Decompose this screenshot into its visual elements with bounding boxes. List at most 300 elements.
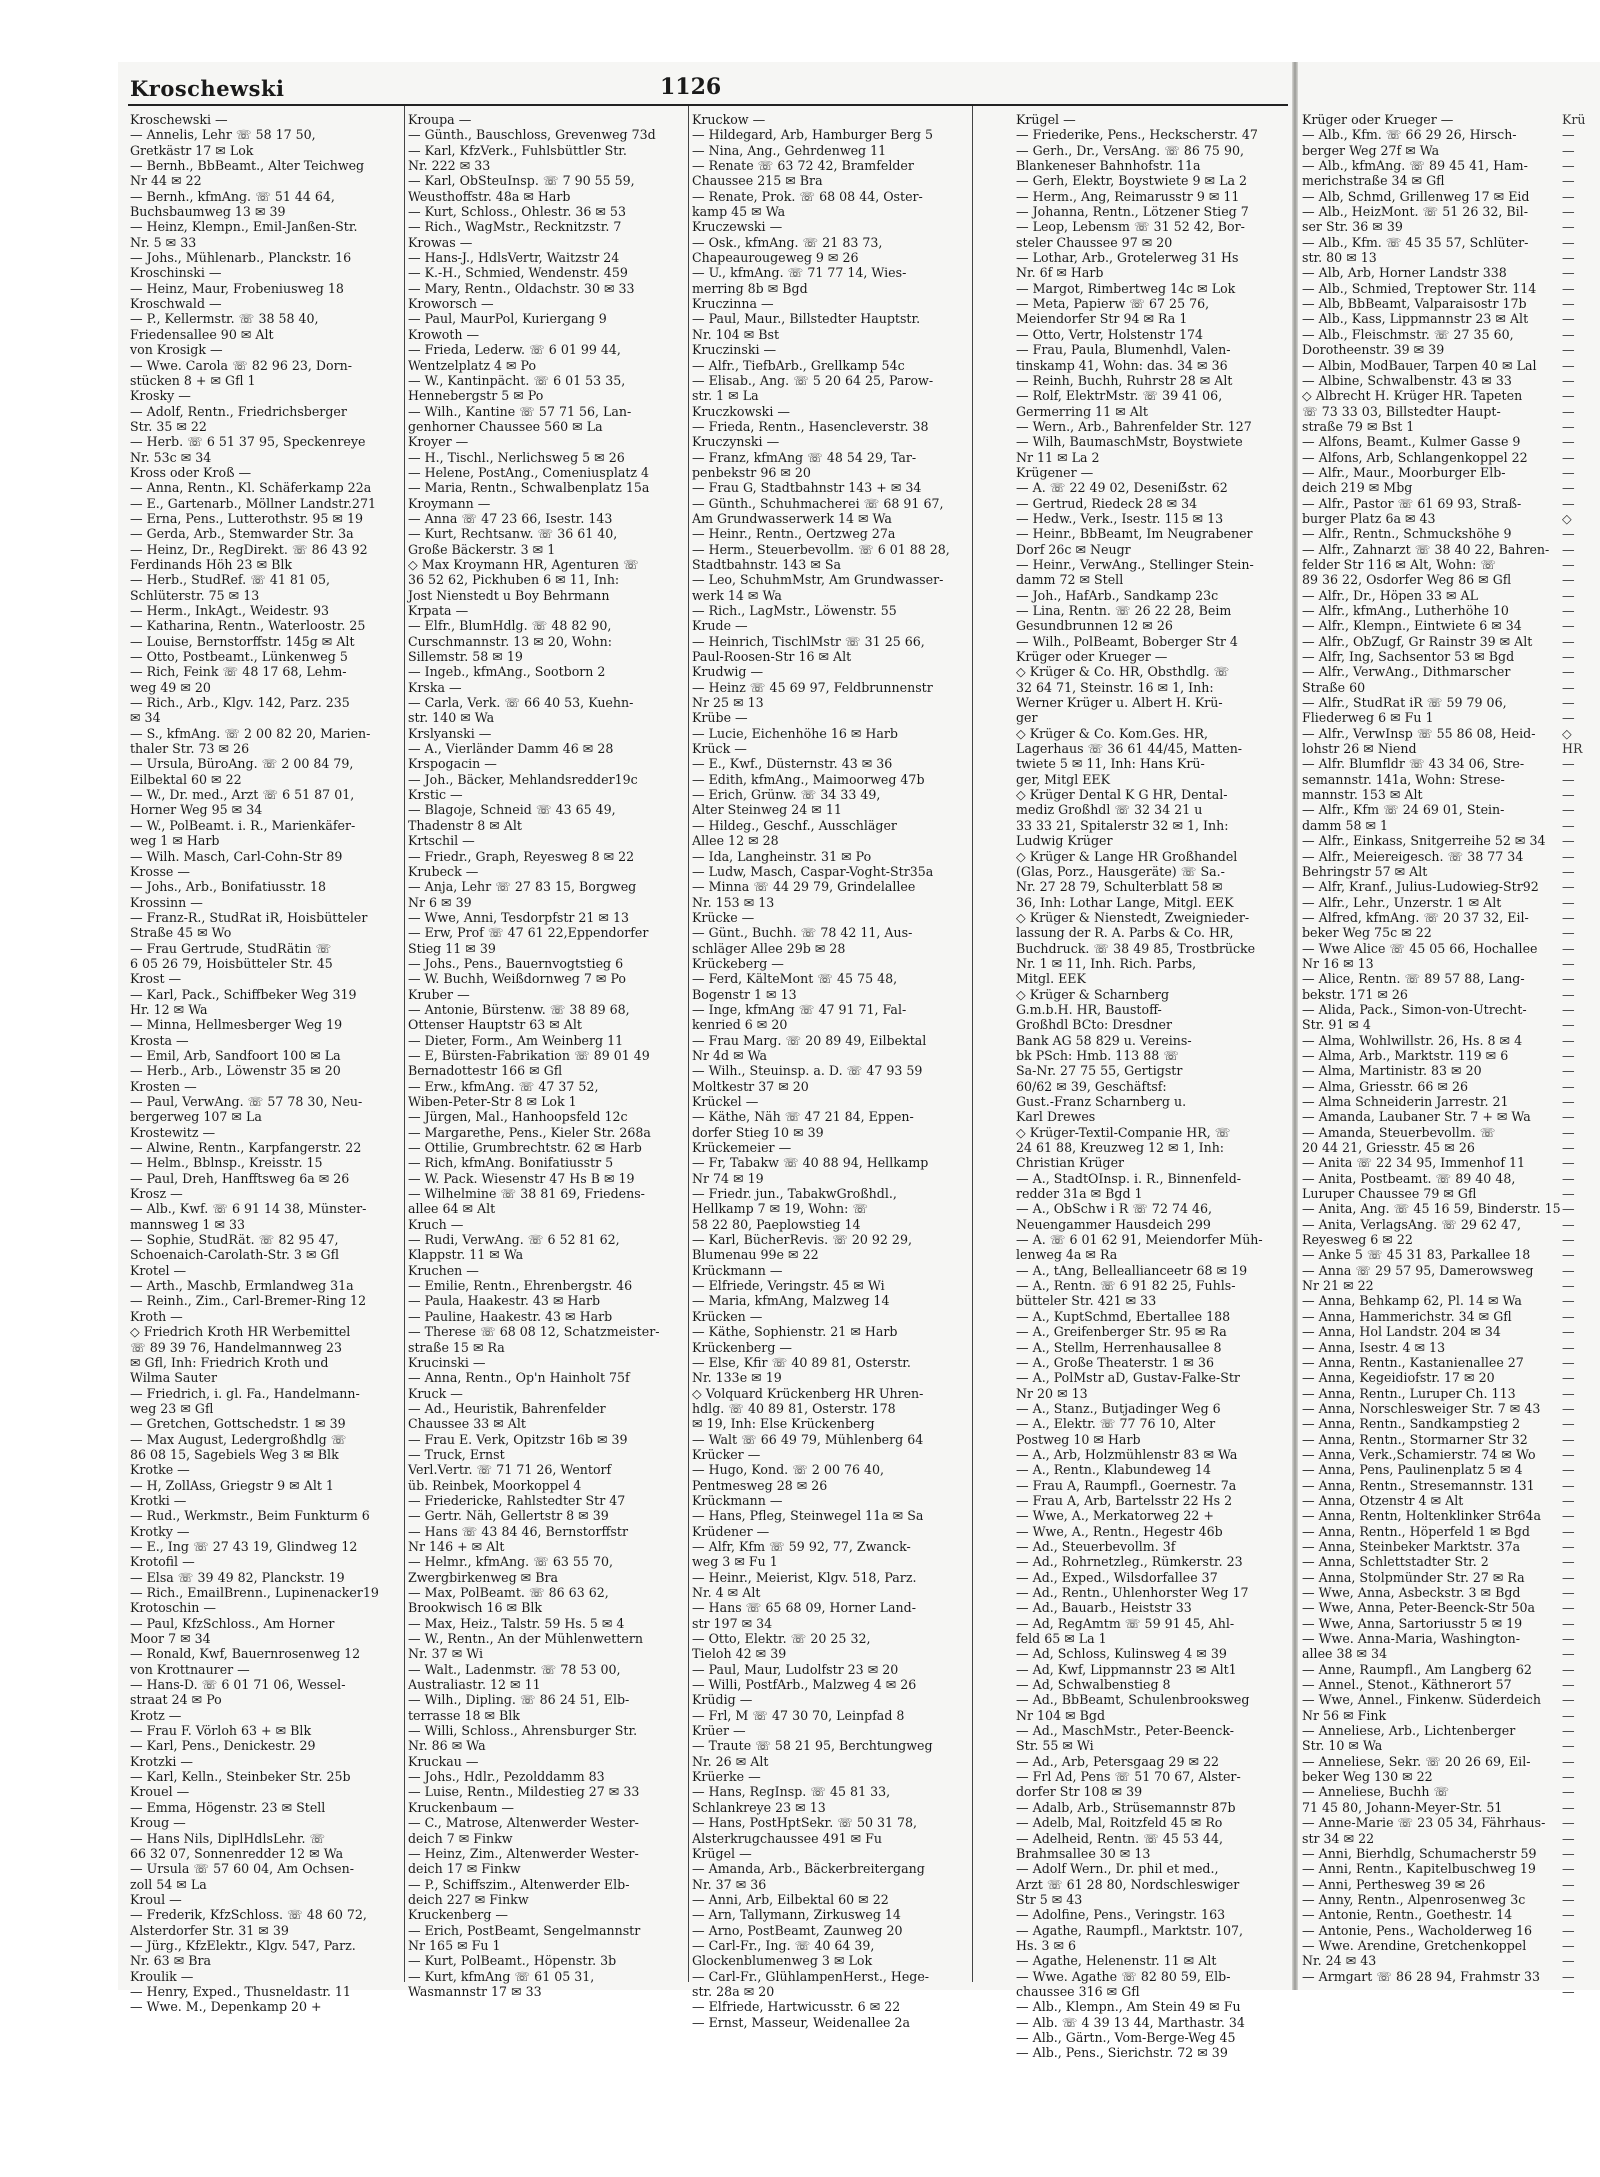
edge-line: — (1562, 1431, 1575, 1447)
listing-line: Nr 16 ✉ 13 (1302, 955, 1374, 971)
listing-line: bekstr. 171 ✉ 26 (1302, 986, 1408, 1002)
listing-line: ◇ Krüger & Co. HR, Obsthdlg. ☏ (1016, 664, 1230, 680)
surname-heading: Krück — (692, 741, 747, 757)
listing-line: deich 227 ✉ Finkw (408, 1891, 529, 1907)
listing-line: — Karl, BücherRevis. ☏ 20 92 29, (692, 1232, 912, 1248)
listing-line: — Franz-R., StudRat iR, Hoisbütteler (130, 909, 368, 925)
listing-line: — Friedericke, Rahlstedter Str 47 (408, 1492, 626, 1508)
listing-line: — Anita ☏ 22 34 95, Immenhof 11 (1302, 1155, 1526, 1171)
edge-line: — (1562, 250, 1575, 266)
listing-line: — A., KuptSchmd, Ebertallee 188 (1016, 1308, 1231, 1324)
listing-line: — Anni, Arb, Eilbektal 60 ✉ 22 (692, 1891, 889, 1907)
listing-line: Brahmsallee 30 ✉ 13 (1016, 1845, 1151, 1861)
listing-line: — Louise, Bernstorffstr. 145g ✉ Alt (130, 633, 355, 649)
listing-line: — Rudi, VerwAng. ☏ 6 52 81 62, (408, 1232, 620, 1248)
listing-line: — Alb., Kfm. ☏ 45 35 57, Schlüter- (1302, 234, 1529, 250)
listing-line: — Johs., Pens., Bauernvogtstieg 6 (408, 955, 624, 971)
listing-line: — Frieda, Lederw. ☏ 6 01 99 44, (408, 342, 621, 358)
edge-line: — (1562, 1186, 1575, 1202)
listing-line: Str. 35 ✉ 22 (130, 418, 207, 434)
listing-line: — Friederike, Pens., Heckscherstr. 47 (1016, 127, 1258, 143)
listing-line: — Carl-Fr., GlühlampenHerst., Hege- (692, 1968, 930, 1984)
listing-line: Nr. 24 ✉ 43 (1302, 1953, 1377, 1969)
listing-line: Fliederweg 6 ✉ Fu 1 (1302, 710, 1434, 726)
listing-line: merichstraße 34 ✉ Gfl (1302, 173, 1445, 189)
listing-line: — Johs., Mühlenarb., Planckstr. 16 (130, 250, 352, 266)
edge-line: — (1562, 909, 1575, 925)
listing-line: — Alfr., VerwInsp ☏ 55 86 08, Heid- (1302, 725, 1536, 741)
surname-heading: Kruczynski — (692, 434, 780, 450)
edge-line: — (1562, 833, 1575, 849)
surname-heading: Kruber — (408, 986, 470, 1002)
edge-line: — (1562, 280, 1575, 296)
surname-heading: Krtschil — (408, 833, 475, 849)
listing-line: Verl.Vertr. ☏ 71 71 26, Wentorf (408, 1462, 612, 1478)
listing-line: Str 5 ✉ 43 (1016, 1891, 1083, 1907)
listing-line: — Alfr, Ing, Sachsentor 53 ✉ Bgd (1302, 649, 1515, 665)
surname-heading: Krpata — (408, 603, 469, 618)
listing-line: — Emilie, Rentn., Ehrenbergstr. 46 (408, 1278, 633, 1294)
listing-line: mannstr. 153 ✉ Alt (1302, 787, 1423, 803)
listing-line: — Kurt, kfmAng ☏ 61 05 31, (408, 1968, 595, 1984)
listing-line: — Friedr., Graph, Reyesweg 8 ✉ 22 (408, 848, 635, 864)
listing-line: — Walt., Ladenmstr. ☏ 78 53 00, (408, 1661, 621, 1677)
listing-line: — Ida, Langheinstr. 31 ✉ Po (692, 848, 872, 864)
listing-line: Nr 56 ✉ Fink (1302, 1707, 1387, 1723)
listing-line: Nr. 6f ✉ Harb (1016, 265, 1104, 281)
listing-line: — Osk., kfmAng. ☏ 21 83 73, (692, 234, 883, 250)
listing-line: bütteler Str. 421 ✉ 33 (1016, 1293, 1157, 1309)
directory-column-3 (692, 112, 968, 2030)
listing-line: — Anne-Marie ☏ 23 05 34, Fährhaus- (1302, 1815, 1546, 1831)
listing-line: Dorotheenstr. 39 ✉ 39 (1302, 342, 1445, 358)
listing-line: — Willi, PostfArb., Malzweg 4 ✉ 26 (692, 1677, 917, 1693)
listing-line: Alsterkrugchaussee 491 ✉ Fu (692, 1830, 883, 1846)
listing-line: str. 80 ✉ 13 (1302, 250, 1377, 266)
listing-line: — Inge, kfmAng ☏ 47 91 71, Fal- (692, 1001, 907, 1017)
listing-line: — Gerh., Dr., VersAng. ☏ 86 75 90, (1016, 142, 1244, 158)
listing-line: — W., Kantinpächt. ☏ 6 01 53 35, (408, 372, 626, 388)
surname-heading: Kroul — (130, 1891, 182, 1907)
listing-line: — Minna, Hellmesberger Weg 19 (130, 1017, 343, 1033)
listing-line: — H, ZollAss, Griegstr 9 ✉ Alt 1 (130, 1477, 334, 1493)
listing-line: — Erich, Grünw. ☏ 34 33 49, (692, 787, 881, 803)
surname-heading: Krücke — (692, 909, 755, 925)
listing-line: — Jürg., KfzElektr., Klgv. 547, Parz. (130, 1937, 356, 1953)
listing-line: Paul-Roosen-Str 16 ✉ Alt (692, 649, 852, 665)
surname-heading: Kroschinski — (130, 265, 222, 281)
listing-line: — Günth., Schuhmacherei ☏ 68 91 67, (692, 495, 944, 511)
listing-line: — Heinr., Rentn., Oertzweg 27a (692, 526, 896, 542)
surname-heading: Krstic — (408, 787, 463, 803)
header-rule (128, 104, 1288, 106)
listing-line: — Annel., Stenot., Käthnerort 57 (1302, 1677, 1512, 1693)
next-page-edge-column (1562, 112, 1598, 1999)
listing-line: — Kurt, Rechtsanw. ☏ 36 61 40, (408, 526, 618, 542)
listing-line: twiete 5 ✉ 11, Inh: Hans Krü- (1016, 756, 1205, 772)
edge-line: — (1562, 1569, 1575, 1585)
listing-line: Nr. 37 ✉ 36 (692, 1876, 767, 1892)
listing-line: Horner Weg 95 ✉ 34 (130, 802, 263, 818)
listing-line: — Leo, SchuhmMstr, Am Grundwasser- (692, 572, 944, 588)
edge-line: — (1562, 1339, 1575, 1355)
surname-heading: Krotke — (130, 1462, 190, 1478)
listing-line: — Ad., Heuristik, Bahrenfelder (408, 1400, 606, 1416)
listing-line: Brookwisch 16 ✉ Blk (408, 1600, 543, 1616)
surname-heading: Kruczewski — (692, 219, 783, 235)
surname-heading: Krslyanski — (408, 725, 492, 741)
listing-line: — Margot, Rimbertweg 14c ✉ Lok (1016, 280, 1236, 296)
listing-line: Weusthoffstr. 48a ✉ Harb (408, 188, 571, 204)
listing-line: — Ad., MaschMstr., Peter-Beenck- (1016, 1723, 1234, 1739)
listing-line: Nr. 27 28 79, Schulterblatt 58 ✉ (1016, 879, 1223, 895)
listing-line: — Wwe Alice ☏ 45 05 66, Hochallee (1302, 940, 1538, 956)
listing-line: ger, Mitgl EEK (1016, 771, 1111, 787)
edge-line: — (1562, 1646, 1575, 1662)
listing-line: 24 61 88, Kreuzweg 12 ✉ 1, Inh: (1016, 1140, 1225, 1156)
listing-line: Nr. 63 ✉ Bra (130, 1953, 212, 1969)
listing-line: Luruper Chaussee 79 ✉ Gfl (1302, 1186, 1477, 1202)
surname-heading: Krost — (130, 971, 182, 987)
listing-line: — Alfr., Zahnarzt ☏ 38 40 22, Bahren- (1302, 541, 1550, 557)
listing-line: — Wern., Arb., Bahrenfelder Str. 127 (1016, 418, 1252, 434)
listing-line: beker Weg 75c ✉ 22 (1302, 925, 1432, 941)
surname-heading: Kruczinna — (692, 296, 774, 312)
listing-line: Str. 91 ✉ 4 (1302, 1017, 1371, 1033)
listing-line: Karl Drewes (1016, 1109, 1096, 1125)
listing-line: üb. Reinbek, Moorkoppel 4 (408, 1477, 582, 1493)
listing-line: — Alb., Schmied, Treptower Str. 114 (1302, 280, 1537, 296)
listing-line: — Ad, Schloss, Kulinsweg 4 ✉ 39 (1016, 1646, 1227, 1662)
directory-column-5 (1302, 112, 1578, 1982)
listing-line: — Heinz ☏ 45 69 97, Feldbrunnenstr (692, 679, 933, 695)
edge-line: — (1562, 311, 1575, 327)
surname-heading: von Krosigk — (130, 342, 223, 358)
listing-line: — Hans ☏ 65 68 09, Horner Land- (692, 1600, 916, 1616)
listing-line: 32 64 71, Steinstr. 16 ✉ 1, Inh: (1016, 679, 1214, 695)
listing-line: straße 15 ✉ Ra (408, 1339, 505, 1355)
listing-line: thaler Str. 73 ✉ 26 (130, 741, 250, 757)
edge-line: — (1562, 1922, 1575, 1938)
edge-line: — (1562, 1508, 1575, 1524)
surname-heading: Krosten — (130, 1078, 197, 1094)
edge-line: — (1562, 1769, 1575, 1785)
edge-line: — (1562, 710, 1575, 726)
listing-line: — Anna, Rentn., Stresemannstr. 131 (1302, 1477, 1535, 1493)
listing-line: mediz Großhdl ☏ 32 34 21 u (1016, 802, 1203, 818)
listing-line: — Renate, Prok. ☏ 68 08 44, Oster- (692, 188, 923, 204)
edge-line: — (1562, 234, 1575, 250)
edge-line: — (1562, 1140, 1575, 1156)
edge-line: — (1562, 1201, 1575, 1217)
surname-heading: Kruck — (408, 1385, 463, 1401)
listing-line: — Anna, Rentn., Op'n Hainholt 75f (408, 1370, 630, 1386)
listing-line: Ferdinands Höh 23 ✉ Blk (130, 556, 293, 572)
listing-line: — Anna, Steinbeker Marktstr. 37a (1302, 1538, 1521, 1554)
listing-line: — Rud., Werkmstr., Beim Funkturm 6 (130, 1508, 370, 1524)
edge-line: — (1562, 1784, 1575, 1800)
listing-line: Nr. 153 ✉ 13 (692, 894, 775, 910)
listing-line: — Amanda, Steuerbevollm. ☏ (1302, 1124, 1496, 1140)
listing-line: — Bernh., kfmAng. ☏ 51 44 64, (130, 188, 335, 204)
listing-line: — Carla, Verk. ☏ 66 40 53, Kuehn- (408, 695, 634, 711)
listing-line: — Otto, Vertr, Holstenstr 174 (1016, 326, 1204, 342)
listing-line: 20 44 21, Griesstr. 45 ✉ 26 (1302, 1140, 1475, 1156)
listing-line: — Ad., Arb, Petersgaag 29 ✉ 22 (1016, 1753, 1220, 1769)
listing-line: — Alfr., Meiereigesch. ☏ 38 77 34 (1302, 848, 1524, 864)
edge-line: — (1562, 1262, 1575, 1278)
listing-line: Straße 60 (1302, 679, 1366, 695)
listing-line: — Käthe, Sophienstr. 21 ✉ Harb (692, 1324, 898, 1340)
listing-line: Lagerhaus ☏ 36 61 44/45, Matten- (1016, 741, 1243, 757)
listing-line: — E, Bürsten-Fabrikation ☏ 89 01 49 (408, 1047, 650, 1063)
listing-line: ☏ 89 39 76, Handelmannweg 23 (130, 1339, 342, 1355)
listing-line: Moltkestr 37 ✉ 20 (692, 1078, 809, 1094)
listing-line: — Wwe. Carola ☏ 82 96 23, Dorn- (130, 357, 352, 373)
listing-line: — Ferd, KälteMont ☏ 45 75 48, (692, 971, 898, 987)
edge-line: — (1562, 1753, 1575, 1769)
surname-heading: Kroug — (130, 1815, 186, 1831)
listing-line: — Otto, Elektr. ☏ 20 25 32, (692, 1631, 871, 1647)
listing-line: Nr. 133e ✉ 19 (692, 1370, 782, 1386)
listing-line: Blankeneser Bahnhofstr. 11a (1016, 158, 1201, 174)
listing-line: — Anni, Perthesweg 39 ✉ 26 (1302, 1876, 1486, 1892)
listing-line: — Alfr, Kranf., Julius-Ludowieg-Str92 (1302, 879, 1539, 895)
listing-line: ✉ 34 (130, 710, 161, 726)
listing-line: — Frau E. Verk, Opitzstr 16b ✉ 39 (408, 1431, 628, 1447)
listing-line: — Lothar, Arb., Grotelerweg 31 Hs (1016, 250, 1239, 266)
edge-line: — (1562, 219, 1575, 235)
listing-line: — Wilhelmine ☏ 38 81 69, Friedens- (408, 1186, 645, 1202)
listing-line: — Armgart ☏ 86 28 94, Frahmstr 33 (1302, 1968, 1541, 1984)
surname-heading: Kroymann — (408, 495, 491, 511)
listing-line: — Ad, RegAmtm ☏ 59 91 45, Ahl- (1016, 1615, 1235, 1631)
edge-line: — (1562, 158, 1575, 174)
listing-line: — Elfriede, Hartwicusstr. 6 ✉ 22 (692, 1999, 901, 2015)
listing-line: — Paul, Maur, Ludolfstr 23 ✉ 20 (692, 1661, 899, 1677)
listing-line: — Lucie, Eichenhöhe 16 ✉ Harb (692, 725, 898, 741)
listing-line: — Herb. ☏ 6 51 37 95, Speckenreye (130, 434, 366, 450)
listing-line: kenried 6 ✉ 20 (692, 1017, 788, 1033)
listing-line: — Wwe, Anna, Peter-Beenck-Str 50a (1302, 1600, 1535, 1616)
listing-line: Christian Krüger (1016, 1155, 1125, 1171)
surname-heading: Kroschewski — (130, 112, 228, 127)
listing-line: — Johs., Arb., Bonifatiusstr. 18 (130, 879, 326, 895)
listing-line: — Gertrud, Riedeck 28 ✉ 34 (1016, 495, 1198, 511)
edge-line: — (1562, 357, 1575, 373)
surname-heading: Kruch — (408, 1216, 464, 1232)
listing-line: — Wwe, A., Merkatorweg 22 + (1016, 1508, 1214, 1524)
listing-line: — W., Dr. med., Arzt ☏ 6 51 87 01, (130, 787, 355, 803)
listing-line: — Alb., Kfm. ☏ 66 29 26, Hirsch- (1302, 127, 1517, 143)
edge-line: — (1562, 1400, 1575, 1416)
listing-line: Sillemstr. 58 ✉ 19 (408, 649, 523, 665)
listing-line: — Rolf, ElektrMstr. ☏ 39 41 06, (1016, 388, 1223, 404)
listing-line: — Hans, Pfleg, Steinwegel 11a ✉ Sa (692, 1508, 924, 1524)
listing-line: — Adolf, Rentn., Friedrichsberger (130, 403, 347, 419)
listing-line: Ottenser Hauptstr 63 ✉ Alt (408, 1017, 582, 1033)
surname-heading: Krückenberg — (692, 1339, 792, 1355)
surname-heading: Krückemeier — (692, 1140, 792, 1156)
listing-line: Tieloh 42 ✉ 39 (692, 1646, 787, 1662)
listing-line: straße 79 ✉ Bst 1 (1302, 418, 1415, 434)
listing-line: Reyesweg 6 ✉ 22 (1302, 1232, 1413, 1248)
listing-line: — Antonie, Pens., Wacholderweg 16 (1302, 1922, 1532, 1938)
listing-line: — A., Vierländer Damm 46 ✉ 28 (408, 741, 614, 757)
listing-line: — C., Matrose, Altenwerder Wester- (408, 1815, 639, 1831)
listing-line: ◇ Krüger & Nienstedt, Zweignieder- (1016, 909, 1250, 925)
column-divider (972, 106, 973, 1982)
edge-line: — (1562, 1937, 1575, 1953)
listing-line: — Johanna, Rentn., Lötzener Stieg 7 (1016, 204, 1249, 220)
listing-line: steler Chaussee 97 ✉ 20 (1016, 234, 1173, 250)
listing-line: — Alb., Pens., Sierichstr. 72 ✉ 39 (1016, 2045, 1228, 2061)
directory-column-1 (130, 112, 402, 2015)
listing-line: — Anja, Lehr ☏ 27 83 15, Borgweg (408, 879, 637, 895)
page-header (130, 70, 1280, 104)
listing-line: — Maria, kfmAng, Malzweg 14 (692, 1293, 890, 1309)
surname-heading: Kroyer — (408, 434, 469, 450)
listing-line: — Gertr. Näh, Gellertstr 8 ✉ 39 (408, 1508, 609, 1524)
listing-line: — Agathe, Helenenstr. 11 ✉ Alt (1016, 1953, 1217, 1969)
listing-line: — Heinr., Meierist, Klgv. 518, Parz. (692, 1569, 917, 1585)
listing-line: — Wwe, Anna, Sartoriusstr 5 ✉ 19 (1302, 1615, 1523, 1631)
listing-line: — Gretchen, Gottschedstr. 1 ✉ 39 (130, 1416, 346, 1432)
edge-line: — (1562, 418, 1575, 434)
listing-line: — Rich., Arb., Klgv. 142, Parz. 235 (130, 695, 350, 711)
surname-heading: Krosz — (130, 1186, 183, 1202)
edge-line: — (1562, 1232, 1575, 1248)
listing-line: — Alma Schneiderin Jarrestr. 21 (1302, 1094, 1509, 1109)
listing-line: zoll 54 ✉ La (130, 1876, 207, 1892)
listing-line: Nr 74 ✉ 19 (692, 1170, 764, 1186)
listing-line: — Alb., HeizMont. ☏ 51 26 32, Bil- (1302, 204, 1528, 220)
edge-line: — (1562, 541, 1575, 557)
listing-line: — Franz, kfmAng ☏ 48 54 29, Tar- (692, 449, 917, 465)
listing-line: — P., Schiffszim., Altenwerder Elb- (408, 1876, 630, 1892)
listing-line: — A., Stellm, Herrenhausallee 8 (1016, 1339, 1222, 1355)
listing-line: — Wwe, Anni, Tesdorpfstr 21 ✉ 13 (408, 909, 630, 925)
edge-line: — (1562, 1324, 1575, 1340)
listing-line: — Hedw., Verk., Isestr. 115 ✉ 13 (1016, 510, 1224, 526)
listing-line: — Frl Ad, Pens ☏ 51 70 67, Alster- (1016, 1769, 1241, 1785)
edge-line: — (1562, 1983, 1575, 1999)
listing-line: — Anna, Behkamp 62, Pl. 14 ✉ Wa (1302, 1293, 1522, 1309)
edge-line: — (1562, 1661, 1575, 1677)
listing-line: — Carl-Fr., Ing. ☏ 40 64 39, (692, 1937, 875, 1953)
listing-line: Nr 44 ✉ 22 (130, 173, 202, 189)
listing-line: weg 49 ✉ 20 (130, 679, 211, 695)
listing-line: Chaussee 33 ✉ Alt (408, 1416, 526, 1432)
listing-line: — Reinh, Buchh, Ruhrstr 28 ✉ Alt (1016, 372, 1233, 388)
edge-line: — (1562, 1492, 1575, 1508)
listing-line: — Therese ☏ 68 08 12, Schatzmeister- (408, 1324, 660, 1340)
listing-line: — Fr, Tabakw ☏ 40 88 94, Hellkamp (692, 1155, 929, 1171)
listing-line: — Ernst, Masseur, Weidenallee 2a (692, 2014, 911, 2030)
edge-line: — (1562, 633, 1575, 649)
listing-line: 36 52 62, Pickhuben 6 ✉ 11, Inh: (408, 572, 620, 588)
edge-line: — (1562, 1876, 1575, 1892)
listing-line: — Rich, kfmAng. Bonifatiusstr 5 (408, 1155, 614, 1171)
listing-line: — Hans-J., HdlsVertr, Waitzstr 24 (408, 250, 620, 266)
listing-line: — Anna, Rentn., Stormarner Str 32 (1302, 1431, 1528, 1447)
edge-line: — (1562, 449, 1575, 465)
listing-line: tinskamp 41, Wohn: das. 34 ✉ 36 (1016, 357, 1228, 373)
listing-line: — Wilh. Masch, Carl-Cohn-Str 89 (130, 848, 343, 864)
listing-line: weg 23 ✉ Gfl (130, 1400, 214, 1416)
listing-line: — Luise, Rentn., Mildestieg 27 ✉ 33 (408, 1784, 640, 1800)
surname-heading: Krude — (692, 618, 748, 634)
listing-line: — Erw, Prof ☏ 47 61 22,Eppendorfer (408, 925, 649, 941)
surname-heading: Krügel — (1016, 112, 1076, 127)
listing-line: — U., kfmAng. ☏ 71 77 14, Wies- (692, 265, 907, 281)
listing-line: Nr 4d ✉ Wa (692, 1047, 768, 1063)
listing-line: (Glas, Porz., Hausgeräte) ☏ Sa.- (1016, 863, 1225, 879)
listing-line: berger Weg 27f ✉ Wa (1302, 142, 1440, 158)
edge-line: — (1562, 1063, 1575, 1079)
surname-heading: Krüdig — (692, 1692, 753, 1708)
listing-line: — H., Tischl., Nerlichsweg 5 ✉ 26 (408, 449, 625, 465)
listing-line: Hellkamp 7 ✉ 19, Wohn: ☏ (692, 1201, 869, 1217)
listing-line: — Käthe, Näh ☏ 47 21 84, Eppen- (692, 1109, 914, 1125)
listing-line: — Anna, Verk.,Schamierstr. 74 ✉ Wo (1302, 1446, 1536, 1462)
edge-line: — (1562, 603, 1575, 618)
listing-line: Alter Steinweg 24 ✉ 11 (692, 802, 842, 818)
listing-line: deich 219 ✉ Mbg (1302, 480, 1413, 496)
listing-line: — A., ObSchw i R ☏ 72 74 46, (1016, 1201, 1213, 1217)
surname-heading: Krückeberg — (692, 955, 784, 971)
listing-line: — Antonie, Rentn., Goethestr. 14 (1302, 1907, 1513, 1923)
listing-line: — Katharina, Rentn., Waterloostr. 25 (130, 618, 366, 634)
listing-line: — Paul, MaurPol, Kuriergang 9 (408, 311, 607, 327)
surname-heading: Krüerke — (692, 1769, 761, 1785)
listing-line: — A., Große Theaterstr. 1 ✉ 36 (1016, 1354, 1215, 1370)
listing-line: — Wwe. Anna-Maria, Washington- (1302, 1631, 1520, 1647)
listing-line: Sa-Nr. 27 75 55, Gertigstr (1016, 1063, 1183, 1079)
listing-line: — Emma, Högenstr. 23 ✉ Stell (130, 1799, 326, 1815)
listing-line: hdlg. ☏ 40 89 81, Osterstr. 178 (692, 1400, 896, 1416)
listing-line: — Alfr., Rentn., Schmuckshöhe 9 (1302, 526, 1512, 542)
edge-line: — (1562, 403, 1575, 419)
listing-line: — Else, Kfir ☏ 40 89 81, Osterstr. (692, 1354, 911, 1370)
listing-line: straat 24 ✉ Po (130, 1692, 222, 1708)
listing-line: 86 08 15, Sagebiels Weg 3 ✉ Blk (130, 1446, 339, 1462)
listing-line: — Arno, PostBeamt, Zaunweg 20 (692, 1922, 903, 1938)
edge-line: — (1562, 1631, 1575, 1647)
listing-line: — Max, PolBeamt. ☏ 86 63 62, (408, 1585, 609, 1600)
listing-line: — Alb., kfmAng. ☏ 89 45 41, Ham- (1302, 158, 1528, 174)
listing-line: ◇ Krüger-Textil-Companie HR, ☏ (1016, 1124, 1231, 1140)
listing-line: — A., StadtOInsp. i. R., Binnenfeld- (1016, 1170, 1242, 1186)
listing-line: — W. Pack. Wiesenstr 47 Hs B ✉ 19 (408, 1170, 635, 1186)
surname-heading: Kruckow — (692, 112, 766, 127)
listing-line: werk 14 ✉ Wa (692, 587, 782, 603)
edge-line: — (1562, 342, 1575, 358)
listing-line: Straße 45 ✉ Wo (130, 925, 232, 941)
listing-line: ✉ 19, Inh: Else Krückenberg (692, 1416, 875, 1432)
listing-line: — Karl, Kelln., Steinbeker Str. 25b (130, 1769, 351, 1785)
listing-line: Buchsbaumweg 13 ✉ 39 (130, 204, 286, 220)
listing-line: — Erna, Pens., Lutterothstr. 95 ✉ 19 (130, 510, 363, 526)
listing-line: — Alb. ☏ 4 39 13 44, Marthastr. 34 (1016, 2014, 1245, 2030)
surname-heading: Kross oder Kroß — (130, 464, 252, 480)
listing-line: — Heinz, Zim., Altenwerder Wester- (408, 1845, 639, 1861)
surname-heading: Krucinski — (408, 1354, 486, 1370)
listing-line: feld 65 ✉ La 1 (1016, 1631, 1107, 1647)
listing-line: ◇ Krüger & Lange HR Großhandel (1016, 848, 1238, 864)
edge-line: — (1562, 572, 1575, 588)
listing-line: — Alfr., Einkass, Snitgerreihe 52 ✉ 34 (1302, 833, 1546, 849)
